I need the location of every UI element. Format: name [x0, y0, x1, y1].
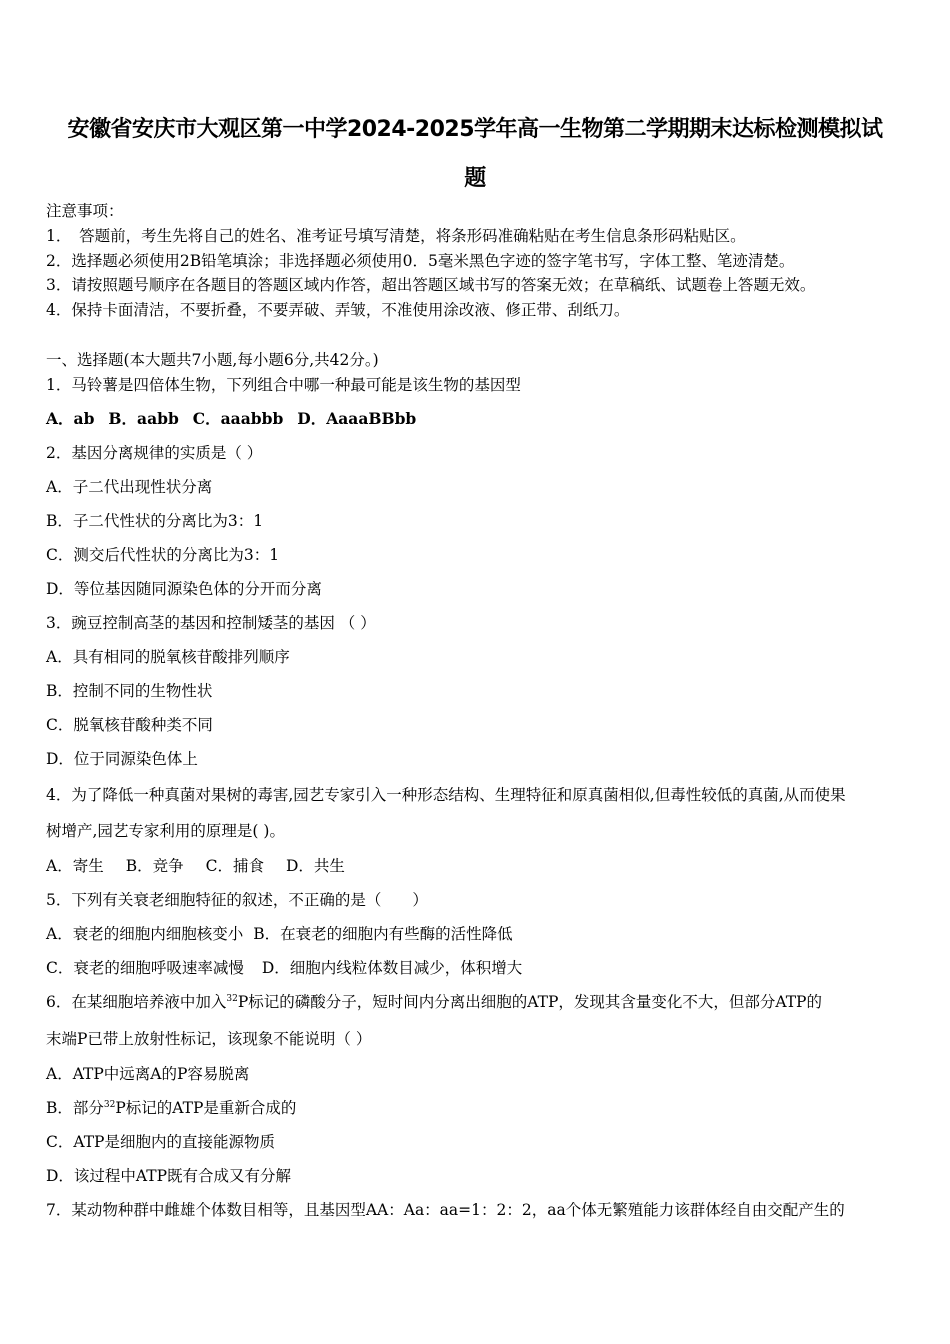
q6-superscript: 32 [226, 994, 238, 1004]
q2-option-d: D．等位基因随同源染色体的分开而分离 [46, 580, 322, 598]
q1-option-b: B．aabb [108, 409, 179, 428]
q1-option-d: D．AaaaBBbb [297, 409, 417, 428]
q2-option-c: C．测交后代性状的分离比为3：1 [46, 546, 280, 564]
q6-option-a: A．ATP中远离A的P容易脱离 [46, 1065, 250, 1083]
q6-option-b [46, 1098, 296, 1118]
notice-item-1: 1． 答题前，考生先将自己的姓名、准考证号填写清楚，将条形码准确粘贴在考生信息条形码粘贴区。 [46, 227, 746, 245]
q1-option-c: C．aaabbb [192, 409, 284, 428]
q6-stem-text-continued: P标记的磷酸分子，短时间内分离出细胞的ATP，发现其含量变化不大，但部分ATP的 [237, 993, 822, 1011]
section-heading: 一、选择题(本大题共7小题,每小题6分,共42分。) [46, 351, 379, 369]
notice-item-3: 3．请按照题号顺序在各题目的答题区域内作答，超出答题区域书写的答案无效；在草稿纸、试题卷上答题无效。 [46, 276, 816, 294]
q5-options-row-1 [46, 924, 513, 944]
q4-option-d: D．共生 [285, 857, 345, 875]
q4-option-c: C．捕食 [205, 857, 264, 875]
q6-stem-text: 6．在某细胞培养液中加入 [46, 993, 227, 1011]
document-title: 安徽省安庆市大观区第一中学2024-2025学年高一生物第二学期期末达标检测模拟试 [67, 117, 883, 142]
q3-option-a: A．具有相同的脱氧核苷酸排列顺序 [46, 648, 290, 666]
notice-item-2: 2．选择题必须使用2B铅笔填涂；非选择题必须使用0．5毫米黑色字迹的签字笔书写，字体工整、笔迹清楚。 [46, 252, 795, 270]
q4-options [46, 856, 345, 876]
q3-option-d: D．位于同源染色体上 [46, 750, 198, 768]
q7-stem: 7．某动物种群中雌雄个体数目相等，且基因型AA：Aa：aa=1：2：2，aa个体无繁殖能力该群体经自由交配产生的 [46, 1201, 845, 1219]
q6-stem-line-2: 末端P已带上放射性标记，该现象不能说明（ ） [46, 1030, 372, 1048]
q3-option-b: B．控制不同的生物性状 [46, 682, 213, 700]
q5-option-b: B．在衰老的细胞内有些酶的活性降低 [253, 925, 513, 943]
q4-option-a: A．寄生 [46, 857, 104, 875]
q2-option-a: A．子二代出现性状分离 [46, 478, 213, 496]
q6-option-d: D．该过程中ATP既有合成又有分解 [46, 1167, 292, 1185]
q2-option-b: B．子二代性状的分离比为3：1 [46, 512, 264, 530]
q6-option-b-text: B．部分 [46, 1099, 104, 1117]
q6-option-b-superscript: 32 [103, 1100, 116, 1110]
q3-option-c: C．脱氧核苷酸种类不同 [46, 716, 213, 734]
q4-stem-line-1: 4．为了降低一种真菌对果树的毒害,园艺专家引入一种形态结构、生理特征和原真菌相似,但毒性较低的真菌,从而使果 [46, 786, 846, 804]
document-title-continued: 题 [464, 166, 486, 191]
q5-stem: 5．下列有关衰老细胞特征的叙述，不正确的是（ ） [46, 891, 428, 909]
q5-option-c: C．衰老的细胞呼吸速率减慢 [46, 959, 244, 977]
q5-option-d: D．细胞内线粒体数目减少，体积增大 [261, 959, 523, 977]
q1-option-a: A．ab [46, 409, 95, 428]
q6-option-c: C．ATP是细胞内的直接能源物质 [46, 1133, 275, 1151]
q3-stem: 3．豌豆控制高茎的基因和控制矮茎的基因 （ ） [46, 614, 376, 632]
q5-option-a: A．衰老的细胞内细胞核变小 [46, 925, 244, 943]
q1-options [46, 409, 416, 429]
notice-heading: 注意事项： [46, 202, 124, 220]
q6-stem-line-1 [46, 992, 822, 1012]
q2-stem: 2．基因分离规律的实质是（ ） [46, 444, 263, 462]
q4-stem-line-2: 树增产,园艺专家利用的原理是( )。 [46, 822, 285, 840]
q5-options-row-2 [46, 958, 522, 978]
q6-option-b-text-continued: P标记的ATP是重新合成的 [115, 1099, 297, 1117]
q4-option-b: B．竞争 [125, 857, 184, 875]
notice-item-4: 4．保持卡面清洁，不要折叠，不要弄破、弄皱，不准使用涂改液、修正带、刮纸刀。 [46, 301, 630, 319]
q1-stem: 1．马铃薯是四倍体生物，下列组合中哪一种最可能是该生物的基因型 [46, 376, 521, 394]
